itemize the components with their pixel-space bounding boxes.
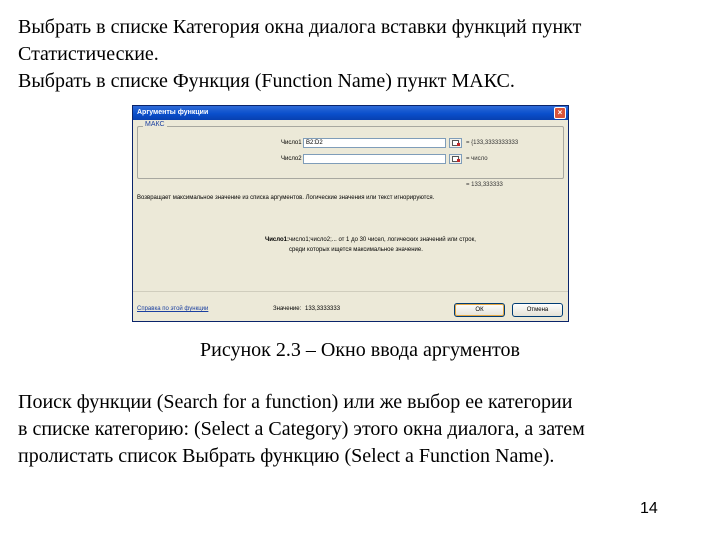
dialog-divider <box>133 291 568 292</box>
page-number: 14 <box>640 500 658 517</box>
intro-line-2: Статистические. <box>18 43 159 65</box>
value-text: 133,3333333 <box>305 306 341 312</box>
function-result: = 133,333333 <box>466 182 503 188</box>
dialog-title: Аргументы функции <box>137 109 209 116</box>
intro-line-1: Выбрать в списке Категория окна диалога вставки функций пункт <box>18 16 582 38</box>
intro-line-3: Выбрать в списке Функция (Function Name) пункт МАКС. <box>18 70 515 92</box>
close-icon[interactable]: × <box>554 107 566 119</box>
bottom-paragraph <box>18 389 585 470</box>
help-link[interactable]: Справка по этой функции <box>137 306 209 312</box>
arg-help-line-2: среди которых ищется максимальное значение. <box>289 247 423 253</box>
value-label: Значение: <box>273 306 302 312</box>
arg-help-line-1: число1;число2;... от 1 до 30 чисел, логических значений или строк, <box>289 237 476 243</box>
bottom-line-2: в списке категорию: (Select a Category) этого окна диалога, а затем <box>18 418 585 440</box>
cancel-button[interactable]: Отмена <box>512 303 563 317</box>
figure-caption: Рисунок 2.3 – Окно ввода аргументов <box>200 339 520 361</box>
arg1-label: Число1 <box>281 140 302 146</box>
bottom-line-1: Поиск функции (Search for a function) или же выбор ее категории <box>18 391 573 413</box>
dialog-title-bar <box>133 106 568 120</box>
function-groupbox <box>137 126 564 179</box>
arg2-collapse-icon[interactable] <box>449 154 462 164</box>
arg2-label: Число2 <box>281 156 302 162</box>
arg2-result: = число <box>466 156 488 162</box>
arg1-result: = {133,3333333333 <box>466 140 519 146</box>
arg1-input[interactable]: B2:D2 <box>303 138 446 148</box>
arg2-input[interactable] <box>303 154 446 164</box>
arg1-collapse-icon[interactable] <box>449 138 462 148</box>
arg-help-label: Число1: <box>265 237 289 243</box>
function-description: Возвращает максимальное значение из списка аргументов. Логические значения или текст игнорируются. <box>137 195 435 201</box>
bottom-line-3: пролистать список Выбрать функцию (Select a Function Name). <box>18 445 555 467</box>
function-name-label: МАКС <box>145 121 165 128</box>
intro-paragraph <box>18 14 581 95</box>
ok-button[interactable]: ОК <box>454 303 505 317</box>
function-arguments-dialog <box>132 105 569 322</box>
